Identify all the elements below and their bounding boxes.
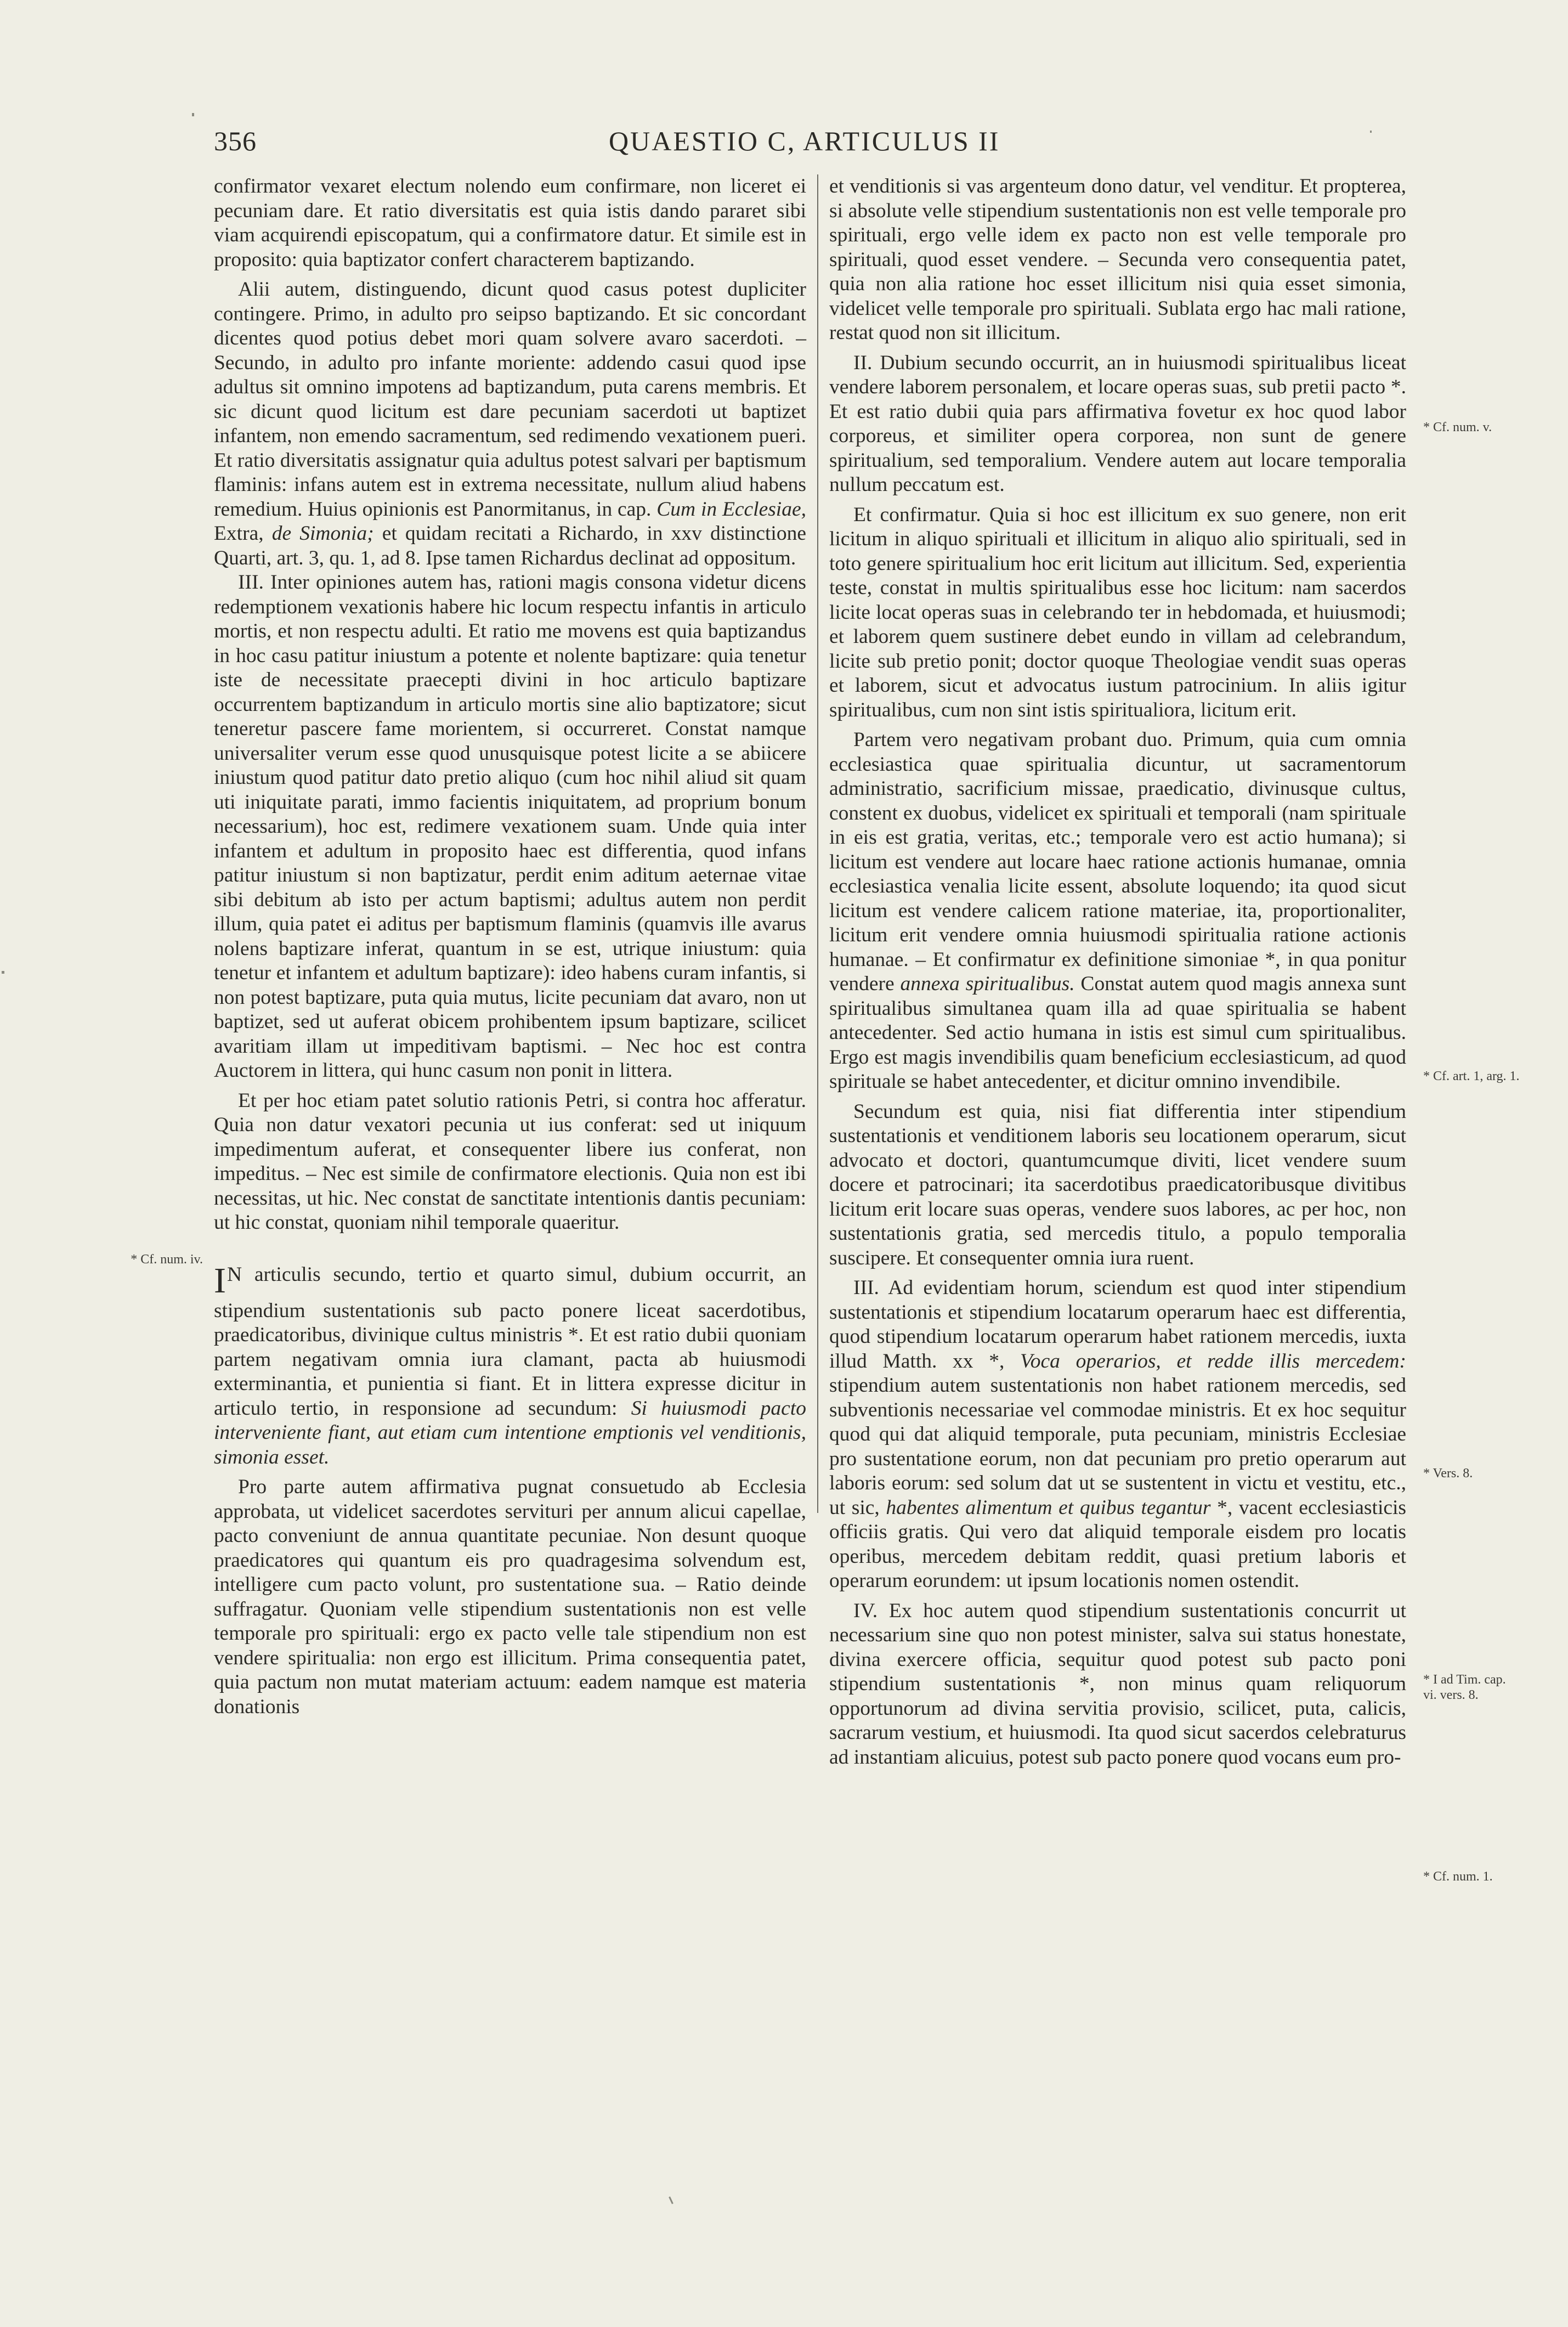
citation: Cum in Ecclesiae,	[656, 498, 806, 521]
paragraph: III. Ad evidentiam horum, sciendum est quod inter stipendium sustentationis et stipendium locatarum operarum haec est differentia, quod stipendium locatarum operarum habet rationem mercedis, iuxta illud Matth. xx *, Voca operarios, et redde illis mercedem: stipendium autem sustentationis non habet rationem mercedis, sed subventionis necessariae vel commodae ministris. Et ex hoc sequitur quod qui dat aliquid temporale, puta pecuniam, ministris Ecclesiae pro sustentatione eorum, non dat pecuniam pro pretio operarum aut laboris eorum: sed solum dat ut se sustentent in victu et vestitu, etc., ut sic, habentes alimentum et quibus tegantur *, vacent ecclesiasticis officiis gratis. Qui vero dat aliquid temporale eisdem pro locatis operibus, mercedem debitam reddit, quasi pretium laboris et operarum eorundem: ut ipsum locationis nomen ostendit.	[829, 1277, 1407, 1592]
paragraph: III. Inter opiniones autem has, rationi magis consona videtur dicens redemptionem vexationis habere hic locum respectu infantis in articulo mortis, et non respectu adulti. Et ratio me movens est quia baptizandus in hoc casu patitur iniustum a potente et nolente baptizare: quia tenetur iste de necessitate praecepti divini in hoc articulo baptizare occurrentem baptizandum in articulo mortis sine alio baptizatore; sicut teneretur pascere fame morientem, si occurreret. Constat namque universaliter verum esse quod unusquisque potest licite a se abiicere iniustum quod patitur dato pretio aliquo (cum hoc nihil aliud sit quam uti iniquitate parati, immo facientis iniquitatem, ad proprium bonum necessarium), hoc est, redimere vexationem suam. Unde quia inter infantem et adultum in proposito haec est differentia, quod infans patitur iniustum si non baptizatur, perdit enim aditum aeternae vitae sibi debitum ab isto per actum baptismi; adultus autem non perdit illum, quia patet ei aditus per baptismum flaminis (quamvis ille avarus nolens baptizare inferat, quantum in se est, utrique iniustum: quia tenetur et infantem et adultum baptizare): ideo habens curam infantis, si non potest baptizare, puta quia mutus, licite pecuniam dat avaro, non ut baptizet, sed ut auferat obicem prohibentem ipsum baptizare, scilicet avaritiam illam ut impeditivam baptismi. – Nec hoc est contra Auctorem in littera, qui hunc casum non ponit in littera.	[214, 571, 806, 1082]
paragraph: IV. Ex hoc autem quod stipendium sustentationis concurrit ut necessarium sine quo non potest minister, salva sui status honestate, divina exercere officia, sequitur quod potest sub pacto poni stipendium sustentationis *, non minus quam reliquorum opportunorum ad divina servitia provisio, scilicet, puta, calicis, sacrarum vestium, et huiusmodi. Ita quod sicut sacerdos celebraturus ad instantiam alicuius, potest sub pacto ponere quod vocans eum pro-	[829, 1599, 1406, 1769]
paragraph: Et confirmatur. Quia si hoc est illicitum ex suo genere, non erit licitum in aliquo spirituali et illicitum in aliquo alio spirituali, sed in toto genere spiritualium hoc erit licitum aut illicitum. Sed, experientia teste, constat in multis spiritualibus esse hoc licitum: nam sacerdos licite locat operas suas in celebrando ter in hebdomada, et huiusmodi; et laborem quem sustinere debet eundo in villam ad celebrandum, licite sub pretio ponit; doctor quoque Theologiae vendit suas operas et laborem, sicut et advocatus iustum patrocinium. In aliis igitur spiritualibus, cum non sint istis spiritualiora, licitum erit.	[829, 503, 1406, 721]
scan-speck	[2, 971, 4, 974]
scan-speck	[1370, 131, 1372, 133]
quotation: Si huiusmodi pacto interveniente fiant, aut etiam cum intentione emptionis vel venditionis, simonia esset.	[214, 1397, 806, 1469]
paragraph: Pro parte autem affirmativa pugnat consuetudo ab Ecclesia approbata, ut videlicet sacerdotes servituri per annum alicui capellae, pacto conveniunt de annua quantitate pecuniae. Non desunt quoque praedicatores qui quantum eis pro quadragesima solvendum est, intelligere cum pacto volunt, pro sustentatione sua. – Ratio deinde suffragatur. Quoniam velle stipendium sustentationis non est velle temporale pro spirituali: ergo ex pacto velle tale stipendium non est vendere spiritualia: non ergo est illicitum. Prima consequentia patet, quia pactum non mutat materiam actuum: eadem namque est materia donationis	[214, 1476, 806, 1718]
paragraph: et venditionis si vas argenteum dono datur, vel venditur. Et propterea, si absolute velle stipendium sustentationis non est velle temporale pro spirituali, ergo velle idem ex pacto non est velle temporale pro spirituali, quod esset vendere. – Secunda vero consequentia patet, quia non alia ratione hoc esset illicitum nisi quia esset simonia, videlicet velle temporale pro spirituali. Sublata ergo hac mali ratione, restat quod non sit illicitum.	[829, 175, 1406, 344]
paragraph: confirmator vexaret electum nolendo eum confirmare, non liceret ei pecuniam dare. Et ratio diversitatis est quia istis dando pararet sibi viam acquirendi episcopatum, qui a confirmatore datur. Et simile est in proposito: quia baptizator confert characterem baptizando.	[214, 175, 806, 271]
scan-speck	[669, 2196, 673, 2204]
marginal-note: * Cf. num. iv.	[131, 1252, 203, 1267]
running-head: QUAESTIO C, ARTICULUS II	[609, 126, 1000, 156]
marginal-note: * Cf. num. 1.	[1423, 1869, 1493, 1884]
marginal-note: * I ad Tim. cap.	[1423, 1673, 1506, 1687]
paragraph: Secundum est quia, nisi fiat differentia inter stipendium sustentationis et venditionem laboris seu locationem operarum, sicut advocato et doctori, quantumcumque diviti, licet vendere suum docere et patrocinari; ita sacerdotibus praedicatoribusque divitibus licitum erit locare suas operas, vendere suos labores, ac per hoc, non sustentationis gratia, sed mercedis titulo, a populo temporalia suscipere. Et consequenter omnia iura ruent.	[829, 1100, 1406, 1269]
marginal-note: * Cf. num. v.	[1423, 420, 1492, 434]
section-start-paragraph: IN articulis secundo, tertio et quarto simul, dubium occurrit, an stipendium sustentationis sub pacto ponere liceat sacerdotibus, praedicatoribus, divinique cultus ministris *. Et est ratio dubii quoniam partem negativam omnia iura clamant, pacta ab huiusmodi exterminantia, et punientia si fiant. Et in littera expresse dicitur in articulo tertio, in responsione ad secundum: Si huiusmodi pacto interveniente fiant, aut etiam cum intentione emptionis vel venditionis, simonia esset.	[214, 1260, 806, 1469]
column-divider	[817, 174, 818, 1513]
marginal-note: * Cf. art. 1, arg. 1.	[1423, 1069, 1520, 1083]
marginal-note: vi. vers. 8.	[1423, 1688, 1479, 1702]
quotation: habentes alimentum et quibus tegantur	[886, 1496, 1211, 1519]
paragraph: II. Dubium secundo occurrit, an in huiusmodi spiritualibus liceat vendere laborem personalem, et locare operas suas, sub pretii pacto *. Et est ratio dubii quia pars affirmativa fovetur ex hoc quod labor corporeus, et similiter opera corporea, non sunt de genere spiritualium, sed temporalium. Vendere autem aut locare temporalia nullum peccatum est.	[829, 351, 1406, 496]
drop-cap: I	[214, 1260, 226, 1301]
quotation: annexa spiritualibus.	[900, 973, 1075, 995]
citation: de Simonia;	[271, 522, 374, 545]
paragraph: Alii autem, distinguendo, dicunt quod casus potest dupliciter contingere. Primo, in adulto pro seipso baptizando. Et sic concordant dicentes quod potius debet mori quam solvere avaro sacerdoti. – Secundo, in adulto pro infante moriente: addendo casui quod ipse adultus sit omnino impotens ad baptizandum, puta carens membris. Et sic dicunt quod licitum est dare pecuniam sacerdoti ut baptizet infantem, non emendo sacramentum, sed redimendo vexationem pueri. Et ratio diversitatis assignatur quia adultus potest salvari per baptismum flaminis: infans autem est in extrema necessitate, nullum aliud habens remedium. Huius opinionis est Panormitanus, in cap. Cum in Ecclesiae, Extra, de Simonia; et quidam recitati a Richardo, in xxv distinctione Quarti, art. 3, qu. 1, ad 8. Ipse tamen Richardus declinat ad oppositum.	[214, 278, 806, 569]
left-column	[214, 174, 806, 1719]
page-header	[214, 125, 1015, 163]
paragraph: Partem vero negativam probant duo. Primum, quia cum omnia ecclesiastica quae spiritualia dicuntur, ut sacramentorum administratio, sacrificium missae, praedicatio, divinusque cultus, constent ex duobus, videlicet ex spirituali et temporali (nam spirituale in eis est gratia, veritas, etc.; temporale vero est actio humana); si licitum est vendere aut locare haec ratione actionis humanae, omnia ecclesiastica venalia licite essent, absolute loquendo; ita quod sicut licitum est vendere calicem ratione materiae, ita, proportionaliter, licitum erit vendere omnia huiusmodi spiritualia ratione actionis humanae. – Et confirmatur ex definitione simoniae *, in qua ponitur vendere annexa spiritualibus. Constat autem quod magis annexa sunt spiritualibus simultanea quam illa ad quae spiritualia se habent antecedenter. Sed actio humana in istis est simul cum spiritualibus. Ergo est magis invendibilis quam beneficium ecclesiasticum, ad quod spirituale se habet antecedenter, et dicitur omnino invendibile.	[829, 728, 1407, 1093]
paragraph: Et per hoc etiam patet solutio rationis Petri, si contra hoc afferatur. Quia non datur vexatori pecunia ut ius conferat: sed ut iniquum impedimentum auferat, et consequenter libere ius conferat, non impeditus. – Nec est simile de confirmatore electionis. Quia non est ibi necessitas, ut hic. Nec constat de sanctitate intentionis dantis pecuniam: ut hic constat, quoniam nihil temporale quaeritur.	[214, 1089, 806, 1234]
right-column	[829, 174, 1406, 1770]
scan-speck	[192, 113, 194, 116]
page-number: 356	[214, 126, 257, 156]
quotation: Voca operarios, et redde illis mercedem:	[1020, 1349, 1406, 1373]
marginal-note: * Vers. 8.	[1423, 1466, 1473, 1481]
